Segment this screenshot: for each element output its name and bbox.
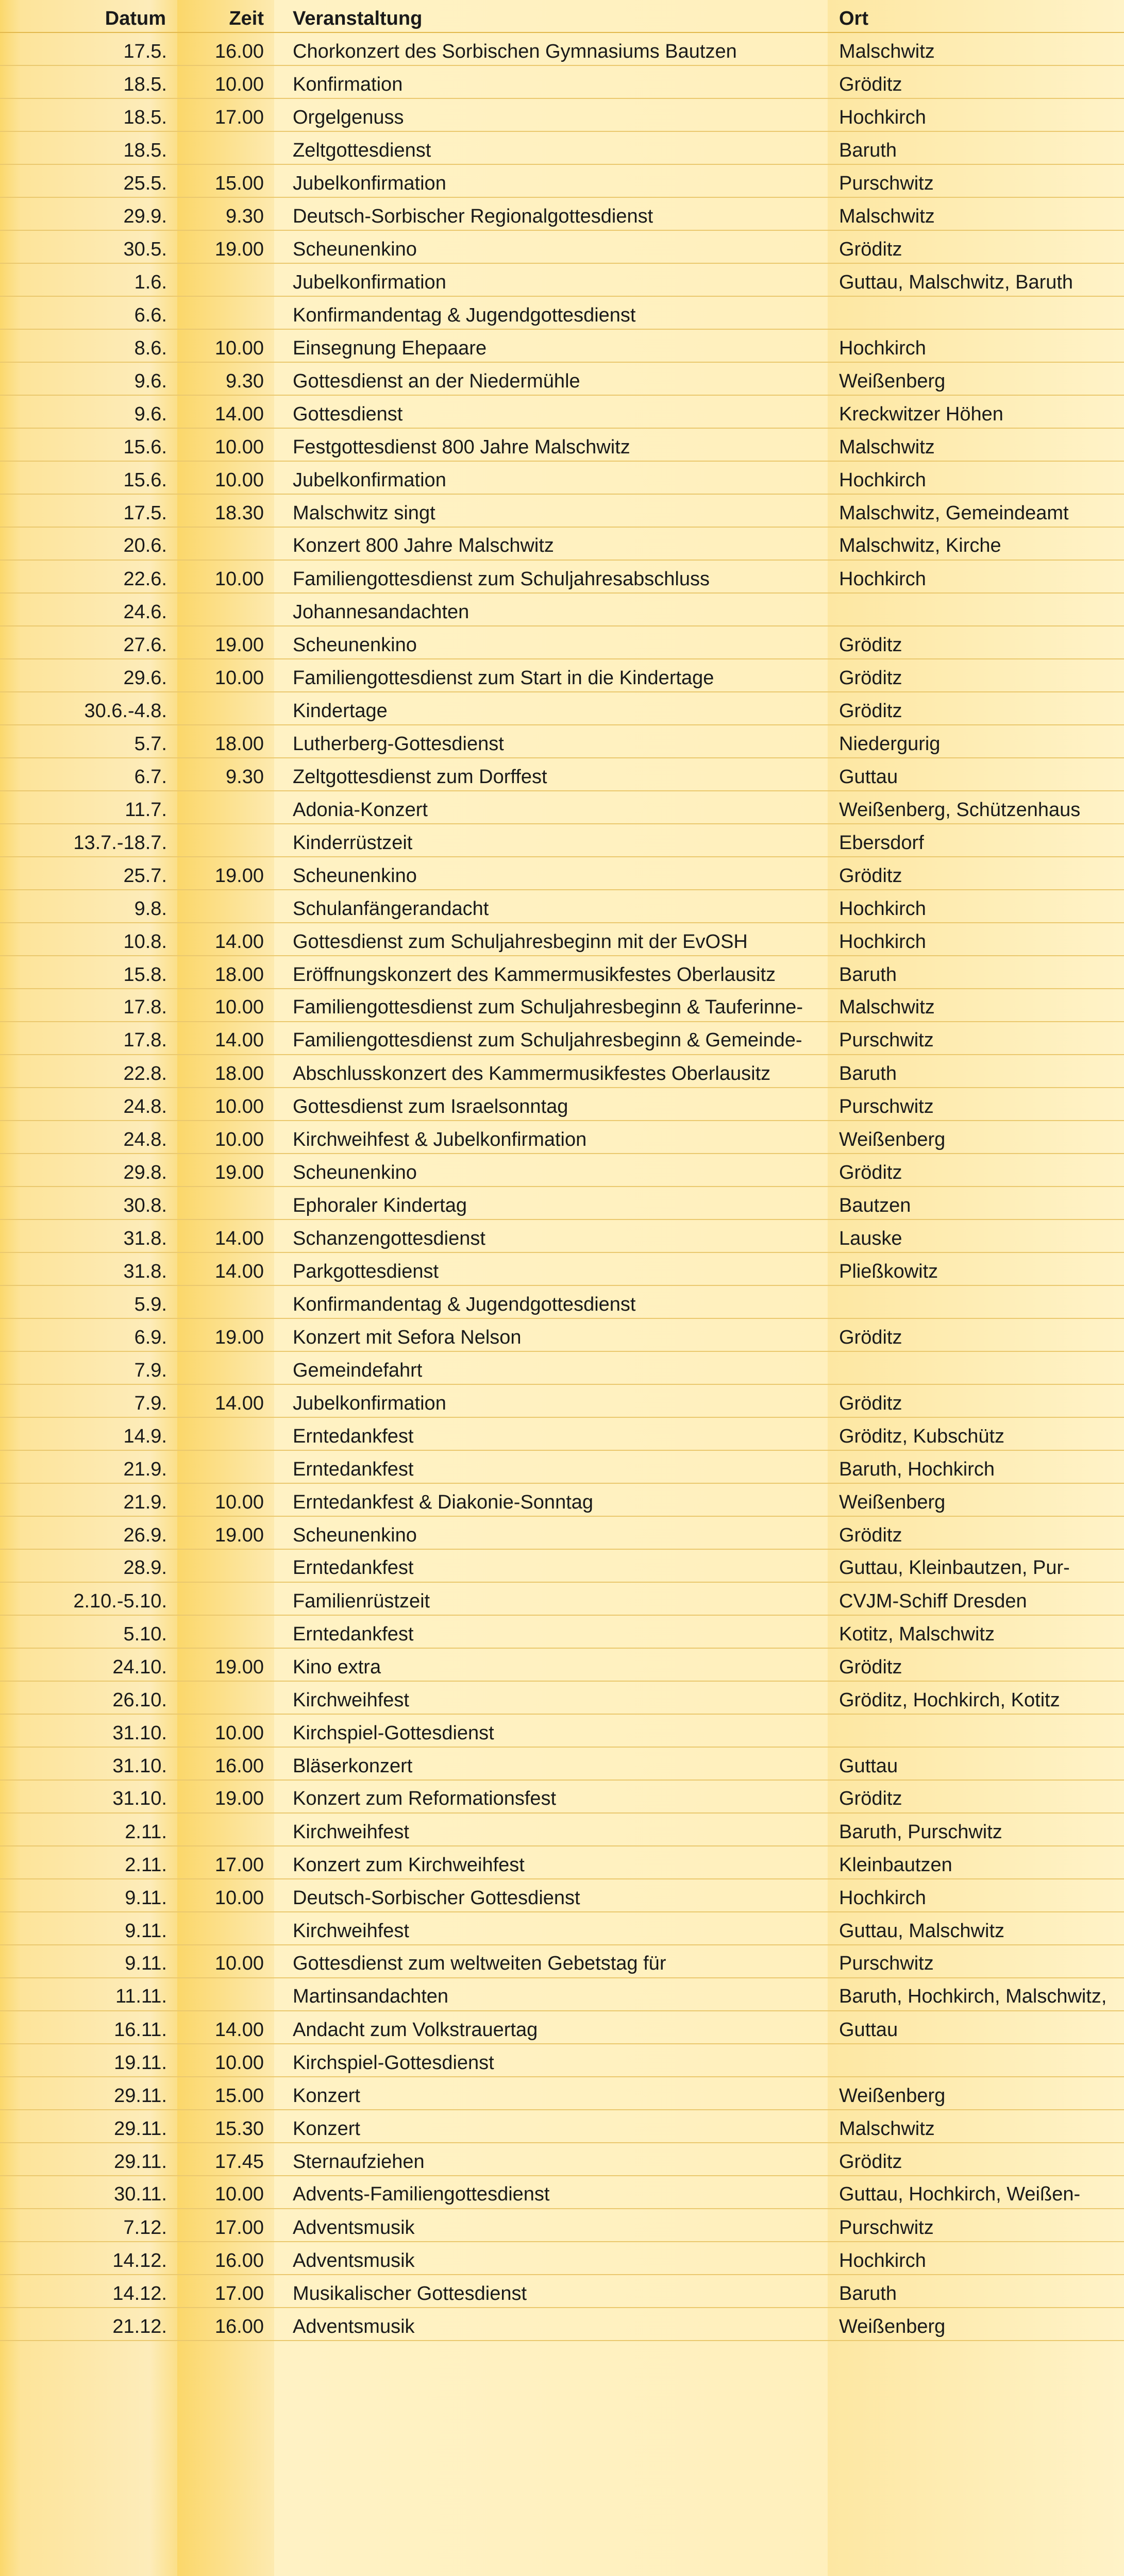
cell-date: 15.8. bbox=[0, 956, 177, 989]
cell-date: 17.8. bbox=[0, 1022, 177, 1055]
cell-event: Familiengottesdienst zum Start in die Kindertage bbox=[274, 659, 828, 692]
cell-time bbox=[177, 264, 274, 297]
cell-time bbox=[177, 1550, 274, 1583]
cell-date: 2.10.-5.10. bbox=[0, 1583, 177, 1616]
cell-time: 10.00 bbox=[177, 2176, 274, 2209]
cell-event: Schanzengottesdienst bbox=[274, 1220, 828, 1253]
cell-date: 18.5. bbox=[0, 99, 177, 132]
cell-event: Abschlusskonzert des Kammermusikfestes Oberlausitz bbox=[274, 1055, 828, 1088]
cell-event: Kino extra bbox=[274, 1649, 828, 1682]
cell-date: 29.11. bbox=[0, 2077, 177, 2110]
cell-place: Gröditz bbox=[828, 1154, 1124, 1187]
cell-date: 29.6. bbox=[0, 659, 177, 692]
cell-event: Zeltgottesdienst bbox=[274, 132, 828, 165]
cell-event: Johannesandachten bbox=[274, 594, 828, 626]
cell-date: 29.11. bbox=[0, 2143, 177, 2176]
cell-date: 18.5. bbox=[0, 132, 177, 165]
cell-event: Jubelkonfirmation bbox=[274, 1385, 828, 1418]
cell-date: 9.11. bbox=[0, 1879, 177, 1912]
cell-time: 10.00 bbox=[177, 659, 274, 692]
cell-date: 24.8. bbox=[0, 1088, 177, 1121]
cell-time: 17.00 bbox=[177, 1846, 274, 1879]
cell-time: 19.00 bbox=[177, 1154, 274, 1187]
cell-event: Gottesdienst zum weltweiten Gebetstag für bbox=[274, 1945, 828, 1978]
cell-event: Konzert bbox=[274, 2110, 828, 2143]
cell-date: 25.7. bbox=[0, 857, 177, 890]
cell-time: 14.00 bbox=[177, 923, 274, 956]
cell-date: 1.6. bbox=[0, 264, 177, 297]
cell-time: 10.00 bbox=[177, 66, 274, 99]
cell-event: Zeltgottesdienst zum Dorffest bbox=[274, 758, 828, 791]
cell-time: 9.30 bbox=[177, 363, 274, 396]
cell-event: Gottesdienst zum Israelsonntag bbox=[274, 1088, 828, 1121]
cell-place: Gröditz bbox=[828, 66, 1124, 99]
cell-date: 9.6. bbox=[0, 396, 177, 429]
cell-place: Gröditz bbox=[828, 2143, 1124, 2176]
cell-event: Bläserkonzert bbox=[274, 1748, 828, 1781]
cell-time: 18.00 bbox=[177, 1055, 274, 1088]
cell-place: Bautzen bbox=[828, 1187, 1124, 1220]
cell-place: Malschwitz bbox=[828, 429, 1124, 462]
cell-time: 14.00 bbox=[177, 1220, 274, 1253]
cell-time bbox=[177, 1352, 274, 1385]
cell-event: Kirchweihfest bbox=[274, 1912, 828, 1945]
cell-event: Adventsmusik bbox=[274, 2308, 828, 2341]
cell-time: 14.00 bbox=[177, 2011, 274, 2044]
cell-event: Kindertage bbox=[274, 692, 828, 725]
cell-date: 26.9. bbox=[0, 1517, 177, 1550]
cell-date: 11.11. bbox=[0, 1978, 177, 2011]
cell-date: 14.12. bbox=[0, 2242, 177, 2275]
cell-place: Guttau, Kleinbautzen, Pur- bbox=[828, 1550, 1124, 1583]
cell-place: Hochkirch bbox=[828, 1879, 1124, 1912]
cell-time bbox=[177, 1583, 274, 1616]
cell-place: Gröditz bbox=[828, 1781, 1124, 1814]
cell-date: 20.6. bbox=[0, 528, 177, 561]
cell-time bbox=[177, 1187, 274, 1220]
cell-place: Baruth bbox=[828, 1055, 1124, 1088]
cell-date: 6.9. bbox=[0, 1319, 177, 1352]
cell-event: Ephoraler Kindertag bbox=[274, 1187, 828, 1220]
cell-date: 31.8. bbox=[0, 1220, 177, 1253]
cell-time: 19.00 bbox=[177, 626, 274, 659]
cell-date: 15.6. bbox=[0, 429, 177, 462]
cell-event: Parkgottesdienst bbox=[274, 1253, 828, 1286]
cell-date: 21.12. bbox=[0, 2308, 177, 2341]
cell-place: Gröditz bbox=[828, 692, 1124, 725]
cell-event: Konfirmation bbox=[274, 66, 828, 99]
cell-date: 31.10. bbox=[0, 1748, 177, 1781]
cell-date: 29.11. bbox=[0, 2110, 177, 2143]
cell-place: Gröditz bbox=[828, 857, 1124, 890]
cell-place: Malschwitz, Gemeindeamt bbox=[828, 495, 1124, 528]
cell-date: 30.6.-4.8. bbox=[0, 692, 177, 725]
cell-date: 6.7. bbox=[0, 758, 177, 791]
cell-event: Jubelkonfirmation bbox=[274, 264, 828, 297]
cell-place: Malschwitz bbox=[828, 989, 1124, 1022]
cell-event: Erntedankfest bbox=[274, 1616, 828, 1649]
cell-event: Scheunenkino bbox=[274, 231, 828, 264]
cell-time: 10.00 bbox=[177, 561, 274, 594]
cell-time: 10.00 bbox=[177, 462, 274, 495]
cell-place: Malschwitz bbox=[828, 2110, 1124, 2143]
cell-place: Weißenberg, Schützenhaus bbox=[828, 791, 1124, 824]
cell-place: Baruth, Purschwitz bbox=[828, 1814, 1124, 1846]
cell-time: 14.00 bbox=[177, 396, 274, 429]
cell-date: 24.10. bbox=[0, 1649, 177, 1682]
cell-place: Weißenberg bbox=[828, 1121, 1124, 1154]
cell-place: Niedergurig bbox=[828, 725, 1124, 758]
cell-date: 13.7.-18.7. bbox=[0, 824, 177, 857]
cell-time: 9.30 bbox=[177, 198, 274, 231]
cell-time bbox=[177, 1418, 274, 1451]
cell-date: 28.9. bbox=[0, 1550, 177, 1583]
cell-event: Sternaufziehen bbox=[274, 2143, 828, 2176]
header-time: Zeit bbox=[177, 0, 274, 33]
cell-place: Gröditz, Hochkirch, Kotitz bbox=[828, 1682, 1124, 1715]
cell-date: 29.8. bbox=[0, 1154, 177, 1187]
cell-time: 10.00 bbox=[177, 1484, 274, 1517]
cell-place: Kleinbautzen bbox=[828, 1846, 1124, 1879]
cell-time: 16.00 bbox=[177, 1748, 274, 1781]
cell-place: Lauske bbox=[828, 1220, 1124, 1253]
cell-date: 9.6. bbox=[0, 363, 177, 396]
cell-place: Gröditz, Kubschütz bbox=[828, 1418, 1124, 1451]
cell-event: Familiengottesdienst zum Schuljahresbeginn & Tauferinne- bbox=[274, 989, 828, 1022]
cell-place: Weißenberg bbox=[828, 1484, 1124, 1517]
cell-event: Erntedankfest bbox=[274, 1418, 828, 1451]
cell-place bbox=[828, 1286, 1124, 1319]
cell-event: Scheunenkino bbox=[274, 626, 828, 659]
cell-time: 19.00 bbox=[177, 1517, 274, 1550]
cell-place: Kotitz, Malschwitz bbox=[828, 1616, 1124, 1649]
cell-time bbox=[177, 1814, 274, 1846]
cell-time: 14.00 bbox=[177, 1253, 274, 1286]
cell-date: 11.7. bbox=[0, 791, 177, 824]
cell-time bbox=[177, 692, 274, 725]
cell-date: 17.5. bbox=[0, 33, 177, 66]
cell-place: Gröditz bbox=[828, 1385, 1124, 1418]
cell-date: 31.10. bbox=[0, 1781, 177, 1814]
header-date: Datum bbox=[0, 0, 177, 33]
cell-place: Gröditz bbox=[828, 1649, 1124, 1682]
cell-date: 16.11. bbox=[0, 2011, 177, 2044]
cell-place bbox=[828, 594, 1124, 626]
cell-time: 19.00 bbox=[177, 1649, 274, 1682]
header-event: Veranstaltung bbox=[274, 0, 828, 33]
cell-time: 9.30 bbox=[177, 758, 274, 791]
cell-event: Konzert zum Reformationsfest bbox=[274, 1781, 828, 1814]
cell-date: 9.11. bbox=[0, 1945, 177, 1978]
cell-place: Guttau bbox=[828, 1748, 1124, 1781]
cell-time: 10.00 bbox=[177, 2044, 274, 2077]
cell-place: Baruth bbox=[828, 132, 1124, 165]
cell-event: Jubelkonfirmation bbox=[274, 462, 828, 495]
cell-event: Familienrüstzeit bbox=[274, 1583, 828, 1616]
cell-time: 14.00 bbox=[177, 1022, 274, 1055]
cell-date: 30.11. bbox=[0, 2176, 177, 2209]
cell-event: Gottesdienst an der Niedermühle bbox=[274, 363, 828, 396]
cell-date: 9.11. bbox=[0, 1912, 177, 1945]
cell-time: 18.00 bbox=[177, 956, 274, 989]
cell-event: Konzert zum Kirchweihfest bbox=[274, 1846, 828, 1879]
cell-event: Lutherberg-Gottesdienst bbox=[274, 725, 828, 758]
cell-time: 10.00 bbox=[177, 1945, 274, 1978]
cell-date: 14.12. bbox=[0, 2275, 177, 2308]
cell-event: Adventsmusik bbox=[274, 2209, 828, 2242]
cell-event: Einsegnung Ehepaare bbox=[274, 330, 828, 363]
cell-date: 30.5. bbox=[0, 231, 177, 264]
cell-date: 14.9. bbox=[0, 1418, 177, 1451]
cell-event: Kirchspiel-Gottesdienst bbox=[274, 1715, 828, 1748]
cell-time: 15.30 bbox=[177, 2110, 274, 2143]
cell-date: 29.9. bbox=[0, 198, 177, 231]
cell-place: Purschwitz bbox=[828, 1945, 1124, 1978]
cell-event: Konfirmandentag & Jugendgottesdienst bbox=[274, 297, 828, 330]
cell-date: 2.11. bbox=[0, 1846, 177, 1879]
cell-event: Konfirmandentag & Jugendgottesdienst bbox=[274, 1286, 828, 1319]
cell-date: 24.8. bbox=[0, 1121, 177, 1154]
cell-place: CVJM-Schiff Dresden bbox=[828, 1583, 1124, 1616]
cell-place: Weißenberg bbox=[828, 363, 1124, 396]
cell-event: Malschwitz singt bbox=[274, 495, 828, 528]
cell-place: Hochkirch bbox=[828, 561, 1124, 594]
cell-date: 26.10. bbox=[0, 1682, 177, 1715]
cell-time: 19.00 bbox=[177, 1781, 274, 1814]
cell-time: 15.00 bbox=[177, 2077, 274, 2110]
cell-date: 5.7. bbox=[0, 725, 177, 758]
cell-time bbox=[177, 1978, 274, 2011]
cell-place: Hochkirch bbox=[828, 890, 1124, 923]
cell-place: Baruth, Hochkirch bbox=[828, 1451, 1124, 1484]
cell-event: Kirchweihfest bbox=[274, 1682, 828, 1715]
cell-time: 17.00 bbox=[177, 2209, 274, 2242]
cell-event: Scheunenkino bbox=[274, 857, 828, 890]
cell-date: 31.8. bbox=[0, 1253, 177, 1286]
cell-time: 10.00 bbox=[177, 1121, 274, 1154]
cell-event: Kirchweihfest bbox=[274, 1814, 828, 1846]
cell-date: 22.6. bbox=[0, 561, 177, 594]
cell-event: Jubelkonfirmation bbox=[274, 165, 828, 198]
cell-event: Adonia-Konzert bbox=[274, 791, 828, 824]
cell-event: Familiengottesdienst zum Schuljahresbeginn & Gemeinde- bbox=[274, 1022, 828, 1055]
cell-event: Familiengottesdienst zum Schuljahresabschluss bbox=[274, 561, 828, 594]
cell-time bbox=[177, 1682, 274, 1715]
cell-time bbox=[177, 890, 274, 923]
cell-date: 21.9. bbox=[0, 1451, 177, 1484]
cell-time: 19.00 bbox=[177, 857, 274, 890]
cell-place: Purschwitz bbox=[828, 1088, 1124, 1121]
cell-event: Festgottesdienst 800 Jahre Malschwitz bbox=[274, 429, 828, 462]
cell-time bbox=[177, 1451, 274, 1484]
cell-place: Guttau bbox=[828, 2011, 1124, 2044]
cell-date: 10.8. bbox=[0, 923, 177, 956]
cell-time: 15.00 bbox=[177, 165, 274, 198]
cell-time: 17.45 bbox=[177, 2143, 274, 2176]
cell-time bbox=[177, 1912, 274, 1945]
cell-date: 17.8. bbox=[0, 989, 177, 1022]
cell-date: 17.5. bbox=[0, 495, 177, 528]
cell-event: Advents-Familiengottesdienst bbox=[274, 2176, 828, 2209]
cell-date: 24.6. bbox=[0, 594, 177, 626]
cell-event: Kirchweihfest & Jubelkonfirmation bbox=[274, 1121, 828, 1154]
cell-date: 2.11. bbox=[0, 1814, 177, 1846]
cell-place: Hochkirch bbox=[828, 99, 1124, 132]
cell-time bbox=[177, 297, 274, 330]
cell-date: 25.5. bbox=[0, 165, 177, 198]
cell-place: Hochkirch bbox=[828, 330, 1124, 363]
cell-place: Baruth, Hochkirch, Malschwitz, bbox=[828, 1978, 1124, 2011]
cell-date: 6.6. bbox=[0, 297, 177, 330]
cell-event: Eröffnungskonzert des Kammermusikfestes Oberlausitz bbox=[274, 956, 828, 989]
cell-time bbox=[177, 132, 274, 165]
cell-date: 9.8. bbox=[0, 890, 177, 923]
cell-place: Gröditz bbox=[828, 1319, 1124, 1352]
cell-event: Scheunenkino bbox=[274, 1517, 828, 1550]
cell-time bbox=[177, 791, 274, 824]
cell-date: 18.5. bbox=[0, 66, 177, 99]
cell-event: Konzert bbox=[274, 2077, 828, 2110]
cell-event: Deutsch-Sorbischer Gottesdienst bbox=[274, 1879, 828, 1912]
cell-event: Gottesdienst zum Schuljahresbeginn mit der EvOSH bbox=[274, 923, 828, 956]
cell-place: Weißenberg bbox=[828, 2077, 1124, 2110]
cell-time: 18.30 bbox=[177, 495, 274, 528]
cell-time bbox=[177, 824, 274, 857]
cell-time: 16.00 bbox=[177, 2242, 274, 2275]
cell-place bbox=[828, 1715, 1124, 1748]
cell-place: Baruth bbox=[828, 2275, 1124, 2308]
cell-date: 30.8. bbox=[0, 1187, 177, 1220]
cell-event: Orgelgenuss bbox=[274, 99, 828, 132]
cell-event: Konzert mit Sefora Nelson bbox=[274, 1319, 828, 1352]
cell-date: 7.9. bbox=[0, 1385, 177, 1418]
cell-time: 10.00 bbox=[177, 1879, 274, 1912]
cell-time: 17.00 bbox=[177, 2275, 274, 2308]
cell-place: Pließkowitz bbox=[828, 1253, 1124, 1286]
cell-time: 10.00 bbox=[177, 1088, 274, 1121]
cell-event: Gemeindefahrt bbox=[274, 1352, 828, 1385]
cell-event: Erntedankfest bbox=[274, 1451, 828, 1484]
cell-time: 10.00 bbox=[177, 1715, 274, 1748]
cell-place: Guttau, Hochkirch, Weißen- bbox=[828, 2176, 1124, 2209]
cell-time: 10.00 bbox=[177, 330, 274, 363]
cell-place: Purschwitz bbox=[828, 2209, 1124, 2242]
cell-event: Scheunenkino bbox=[274, 1154, 828, 1187]
cell-place: Purschwitz bbox=[828, 165, 1124, 198]
cell-date: 15.6. bbox=[0, 462, 177, 495]
cell-place: Weißenberg bbox=[828, 2308, 1124, 2341]
cell-time: 16.00 bbox=[177, 2308, 274, 2341]
cell-place: Baruth bbox=[828, 956, 1124, 989]
cell-place: Guttau, Malschwitz bbox=[828, 1912, 1124, 1945]
cell-event: Chorkonzert des Sorbischen Gymnasiums Bautzen bbox=[274, 33, 828, 66]
cell-event: Konzert 800 Jahre Malschwitz bbox=[274, 528, 828, 561]
cell-place bbox=[828, 1352, 1124, 1385]
cell-place: Hochkirch bbox=[828, 462, 1124, 495]
cell-time bbox=[177, 528, 274, 561]
cell-event: Kinderrüstzeit bbox=[274, 824, 828, 857]
cell-event: Kirchspiel-Gottesdienst bbox=[274, 2044, 828, 2077]
cell-place: Purschwitz bbox=[828, 1022, 1124, 1055]
cell-date: 31.10. bbox=[0, 1715, 177, 1748]
cell-place: Malschwitz, Kirche bbox=[828, 528, 1124, 561]
cell-time: 17.00 bbox=[177, 99, 274, 132]
cell-event: Schulanfängerandacht bbox=[274, 890, 828, 923]
cell-event: Deutsch-Sorbischer Regionalgottesdienst bbox=[274, 198, 828, 231]
cell-date: 19.11. bbox=[0, 2044, 177, 2077]
cell-place: Gröditz bbox=[828, 626, 1124, 659]
cell-date: 21.9. bbox=[0, 1484, 177, 1517]
cell-time: 18.00 bbox=[177, 725, 274, 758]
cell-event: Erntedankfest bbox=[274, 1550, 828, 1583]
cell-place: Hochkirch bbox=[828, 2242, 1124, 2275]
cell-place: Ebersdorf bbox=[828, 824, 1124, 857]
cell-event: Gottesdienst bbox=[274, 396, 828, 429]
cell-time: 16.00 bbox=[177, 33, 274, 66]
cell-time: 14.00 bbox=[177, 1385, 274, 1418]
cell-date: 8.6. bbox=[0, 330, 177, 363]
cell-time bbox=[177, 594, 274, 626]
cell-event: Martinsandachten bbox=[274, 1978, 828, 2011]
cell-time: 19.00 bbox=[177, 231, 274, 264]
cell-time: 10.00 bbox=[177, 989, 274, 1022]
cell-event: Musikalischer Gottesdienst bbox=[274, 2275, 828, 2308]
cell-place: Guttau, Malschwitz, Baruth bbox=[828, 264, 1124, 297]
cell-place bbox=[828, 2044, 1124, 2077]
cell-place: Hochkirch bbox=[828, 923, 1124, 956]
cell-time: 10.00 bbox=[177, 429, 274, 462]
cell-place: Kreckwitzer Höhen bbox=[828, 396, 1124, 429]
cell-event: Erntedankfest & Diakonie-Sonntag bbox=[274, 1484, 828, 1517]
cell-place: Malschwitz bbox=[828, 198, 1124, 231]
cell-time bbox=[177, 1286, 274, 1319]
cell-date: 27.6. bbox=[0, 626, 177, 659]
cell-date: 7.12. bbox=[0, 2209, 177, 2242]
cell-place: Gröditz bbox=[828, 1517, 1124, 1550]
cell-date: 22.8. bbox=[0, 1055, 177, 1088]
header-place: Ort bbox=[828, 0, 1124, 33]
cell-place: Gröditz bbox=[828, 231, 1124, 264]
cell-event: Adventsmusik bbox=[274, 2242, 828, 2275]
cell-place: Gröditz bbox=[828, 659, 1124, 692]
cell-place: Malschwitz bbox=[828, 33, 1124, 66]
cell-time: 19.00 bbox=[177, 1319, 274, 1352]
cell-date: 5.10. bbox=[0, 1616, 177, 1649]
cell-event: Andacht zum Volkstrauertag bbox=[274, 2011, 828, 2044]
cell-date: 7.9. bbox=[0, 1352, 177, 1385]
cell-date: 5.9. bbox=[0, 1286, 177, 1319]
cell-place bbox=[828, 297, 1124, 330]
cell-time bbox=[177, 1616, 274, 1649]
cell-place: Guttau bbox=[828, 758, 1124, 791]
